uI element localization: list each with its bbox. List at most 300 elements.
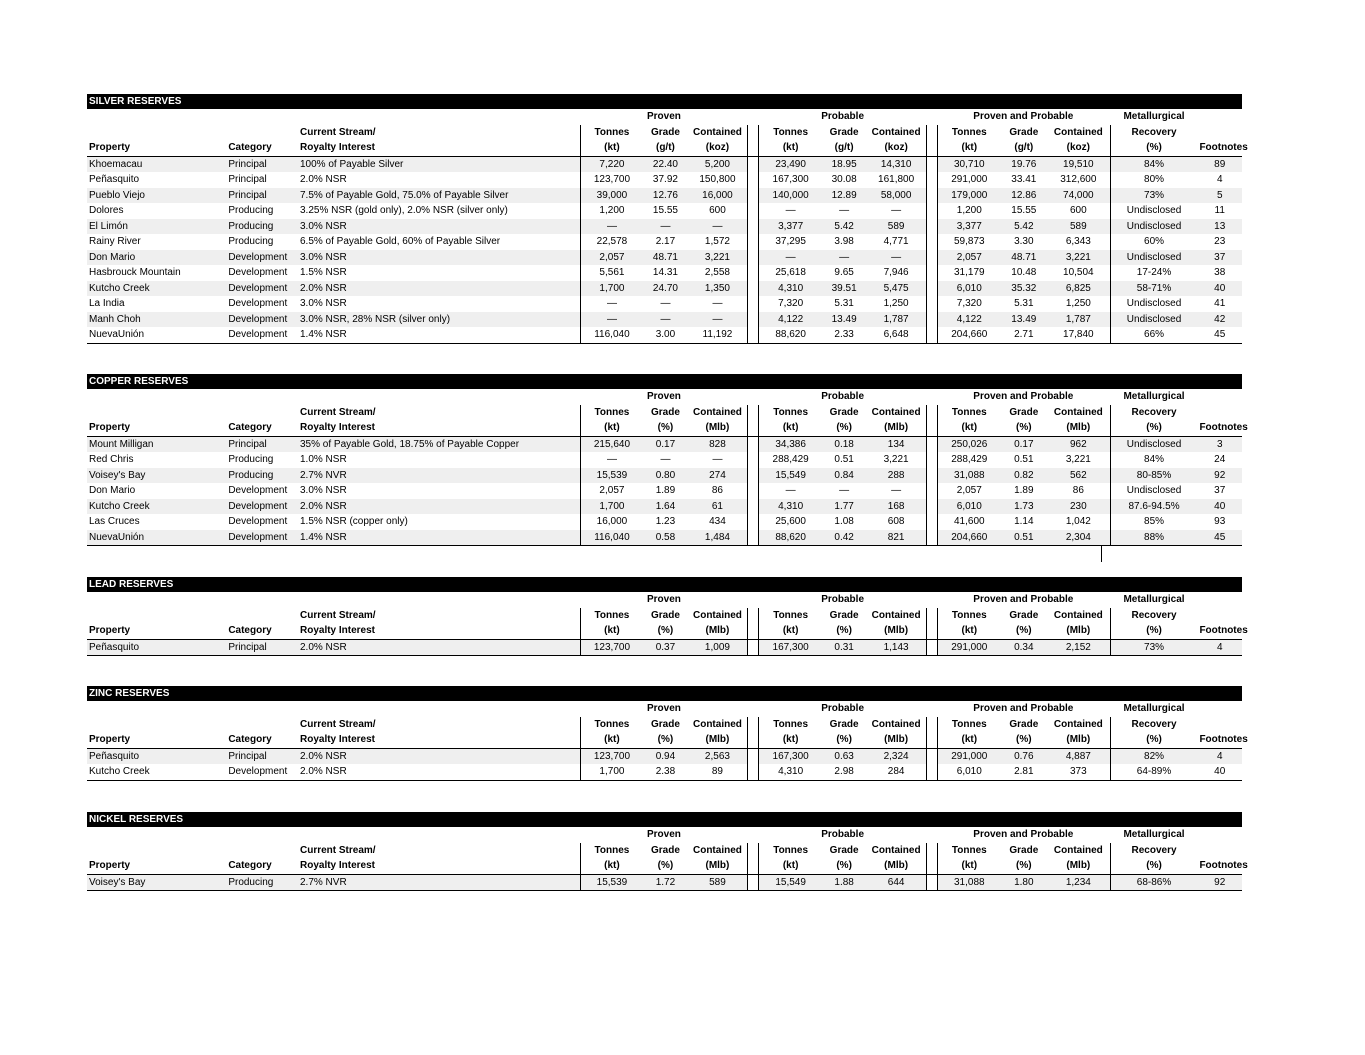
contained-cell: 11,192 [688,327,749,344]
tonnes-cell: 123,700 [580,640,644,657]
recovery-cell: 66% [1111,327,1198,344]
contained-header: Contained [688,717,749,733]
royalty-cell: 2.7% NVR [298,875,580,892]
reserves-section [87,94,1248,344]
tonnes-header: Tonnes [937,843,1001,859]
section-title: NICKEL RESERVES [87,812,1242,827]
grade-cell: 3.30 [1014,236,1034,248]
contained-cell: 17,840 [1047,327,1110,344]
property-cell: Don Mario [87,250,226,266]
reserves-table [87,592,1248,656]
contained-cell: 962 [1047,437,1110,453]
contained-cell: 4,887 [1047,749,1110,765]
tonnes-header: Tonnes [580,405,644,421]
footnotes-header: Footnotes [1197,420,1242,437]
grade-cell: 10.48 [1011,267,1037,279]
property-cell: Hasbrouck Mountain [89,267,181,279]
category-cell: Principal [226,188,298,204]
grade-header: Grade [650,406,680,418]
table-row [87,281,1242,297]
grade-cell: 12.89 [822,188,866,204]
contained-cell: — [688,312,749,328]
tonnes-cell: 116,040 [580,327,644,344]
unit-header: (Mlb) [688,420,749,437]
header-row [87,717,1242,733]
reserves-section [87,686,1248,781]
footnote-cell: 40 [1197,764,1242,781]
proven-group-header: Proven [646,829,681,841]
category-cell: Producing [226,219,298,235]
tonnes-cell: — [758,203,822,219]
contained-header: Contained [866,717,927,733]
table-row [87,749,1242,765]
grade-cell: — [643,312,687,328]
category-cell: Development [228,485,288,497]
category-cell: Development [226,499,298,515]
contained-cell: 600 [688,203,749,219]
tonnes-cell: 4,310 [758,281,822,297]
footnote-cell: 38 [1214,267,1226,279]
section-title: COPPER RESERVES [87,374,1242,389]
category-cell: Development [226,312,298,328]
footnote-cell: 92 [1197,875,1242,892]
tonnes-cell: — [580,219,644,235]
tonnes-cell: — [758,483,822,499]
grade-cell: — [839,205,850,217]
table-row [87,875,1242,892]
grade-cell: 2.17 [655,236,676,248]
grade-header: Grade [650,718,680,730]
grade-cell: 0.17 [643,437,687,453]
contained-cell: 288 [866,468,927,484]
header-row [87,827,1242,843]
contained-cell: 86 [1072,485,1084,497]
property-cell: Kutcho Creek [87,499,226,515]
tonnes-cell: 2,057 [937,483,1001,499]
grade-cell: 0.37 [643,640,687,657]
footnote-cell: 92 [1197,468,1242,484]
contained-cell: 608 [866,514,927,530]
contained-cell: 89 [688,764,749,781]
unit-header: (kt) [937,858,1001,875]
unit-header: (%) [822,858,866,875]
footnote-cell: 40 [1197,499,1242,515]
grade-cell: 9.65 [834,267,854,279]
proven-group-header: Proven [646,703,681,715]
royalty-cell: 2.0% NSR [298,640,580,657]
tonnes-cell: 22,578 [580,234,644,250]
property-cell: El Limón [87,219,226,235]
separator-tick [1101,546,1102,562]
grade-cell: 24.70 [643,281,687,297]
tonnes-cell: 25,618 [758,265,822,281]
tonnes-cell: — [580,452,644,468]
grade-header: Grade [829,406,859,418]
footnote-cell: 5 [1197,188,1242,204]
tonnes-cell: 116,040 [580,530,644,547]
contained-cell: 644 [866,875,927,892]
unit-header: (%) [1001,623,1047,640]
table-row [87,483,1242,499]
unit-header: (kt) [580,858,644,875]
tonnes-cell: 123,700 [580,172,644,188]
grade-cell: — [822,250,866,266]
recovery-cell: 84% [1111,157,1198,173]
contained-cell: — [866,203,927,219]
tonnes-cell: 2,057 [580,250,644,266]
table-row [87,250,1242,266]
table-row [87,764,1242,781]
table-row [87,172,1242,188]
proven-probable-group-header: Proven and Probable [973,111,1074,123]
recovery-cell: Undisclosed [1111,312,1198,328]
grade-cell: 1.23 [655,516,676,528]
table-row [87,327,1242,344]
tonnes-cell: 123,700 [580,749,644,765]
grade-cell: 0.63 [822,749,866,765]
footnote-cell: 3 [1197,437,1242,453]
contained-header: Contained [866,843,927,859]
category-cell: Development [226,327,298,344]
header-row [87,732,1242,749]
contained-cell: 1,009 [688,640,749,657]
metallurgical-header: Metallurgical [1123,111,1185,123]
grade-header: Grade [1009,609,1039,621]
contained-cell: 1,484 [688,530,749,547]
current-stream-header: Current Stream/ [299,406,376,418]
contained-cell: 5,200 [688,157,749,173]
contained-header: Contained [1053,126,1103,138]
royalty-cell: 6.5% of Payable Gold, 60% of Payable Silver [299,236,501,248]
contained-cell: 3,221 [688,250,749,266]
contained-cell: 373 [1047,764,1110,781]
grade-cell: 1.72 [643,875,687,892]
grade-cell: — [660,454,671,466]
unit-header: (Mlb) [1047,858,1110,875]
category-cell: Development [228,267,288,279]
tonnes-cell: 2,057 [580,483,644,499]
tonnes-cell: 37,295 [758,234,822,250]
grade-cell: 5.31 [834,298,854,310]
grade-header: Grade [829,126,859,138]
grade-cell: 0.34 [1001,640,1047,657]
unit-header: (g/t) [1001,140,1047,157]
grade-cell: 33.41 [1011,174,1037,186]
header-row [87,623,1242,640]
contained-cell: 284 [866,764,927,781]
footnote-cell: 40 [1197,281,1242,297]
grade-cell: 0.18 [822,437,866,453]
unit-header: (Mlb) [1047,623,1110,640]
grade-cell: — [839,485,850,497]
contained-cell: 6,648 [866,327,927,344]
property-cell: Peñasquito [89,174,140,186]
footnotes-header: Footnotes [1197,732,1242,749]
property-cell: Pueblo Viejo [87,188,226,204]
tonnes-header: Tonnes [758,843,822,859]
category-cell: Producing [228,236,274,248]
section-title: ZINC RESERVES [87,686,1242,701]
footnote-cell: 23 [1214,236,1226,248]
unit-header: (%) [1001,420,1047,437]
contained-cell: 562 [1047,468,1110,484]
recovery-header: Recovery [1131,718,1177,730]
royalty-cell: 35% of Payable Gold, 18.75% of Payable Copper [298,437,580,453]
royalty-cell: 3.0% NSR [299,485,347,497]
grade-header: Grade [829,718,859,730]
tonnes-header: Tonnes [937,608,1001,624]
contained-cell: — [688,296,749,312]
tonnes-cell: 15,549 [758,468,822,484]
grade-header: Grade [829,609,859,621]
footnote-cell: 4 [1216,174,1223,186]
royalty-cell: 3.0% NSR, 28% NSR (silver only) [298,312,580,328]
grade-header: Grade [650,609,680,621]
probable-group-header: Probable [821,111,865,123]
reserves-section [87,577,1248,656]
category-cell: Principal [226,157,298,173]
contained-cell: 589 [1047,219,1110,235]
tonnes-cell: 140,000 [758,188,822,204]
footnote-cell: 45 [1197,327,1242,344]
recovery-header: Recovery [1131,406,1177,418]
royalty-cell: 1.0% NSR [299,454,347,466]
royalty-cell: 7.5% of Payable Gold, 75.0% of Payable Silver [298,188,580,204]
table-row [87,219,1242,235]
contained-cell: 150,800 [688,172,749,188]
tonnes-cell: 34,386 [758,437,822,453]
tonnes-cell: 31,088 [937,875,1001,892]
grade-cell: 0.84 [822,468,866,484]
category-cell: Principal [228,174,267,186]
contained-header: Contained [1053,609,1103,621]
contained-cell: 10,504 [1063,267,1094,279]
tonnes-cell: 4,310 [758,499,822,515]
royalty-cell: 2.7% NVR [298,468,580,484]
contained-cell: — [866,483,927,499]
tonnes-cell: 291,000 [937,640,1001,657]
unit-header: (g/t) [822,140,866,157]
tonnes-cell: 31,088 [937,468,1001,484]
royalty-cell: 1.5% NSR (copper only) [299,516,408,528]
category-cell: Principal [226,749,298,765]
recovery-cell: Undisclosed [1111,437,1198,453]
header-row [87,592,1242,608]
category-cell: Producing [226,468,298,484]
grade-cell: 2.38 [643,764,687,781]
header-row [87,701,1242,717]
footnote-cell: 4 [1197,749,1242,765]
header-row [87,843,1242,859]
tonnes-cell: — [758,250,822,266]
contained-cell: 1,042 [1065,516,1091,528]
contained-cell: 1,250 [1065,298,1091,310]
contained-cell: 5,475 [866,281,927,297]
recovery-cell: 73% [1111,188,1198,204]
footnote-cell: 4 [1197,640,1242,657]
category-header: Category [226,140,298,157]
tonnes-cell: 15,549 [758,875,822,892]
royalty-interest-header: Royalty Interest [298,858,580,875]
grade-cell: 14.31 [652,267,678,279]
contained-cell: 16,000 [688,188,749,204]
royalty-interest-header: Royalty Interest [298,140,580,157]
section-title: SILVER RESERVES [87,94,1242,109]
tonnes-cell: 3,377 [758,219,822,235]
property-header: Property [87,623,226,640]
tonnes-cell: 31,179 [937,265,1001,281]
contained-cell: 3,221 [866,452,927,468]
contained-cell: 1,572 [688,234,749,250]
unit-header: (%) [822,420,866,437]
contained-cell: 312,600 [1060,174,1097,186]
royalty-cell: 2.0% NSR [298,749,580,765]
category-header: Category [226,623,298,640]
probable-group-header: Probable [821,391,865,403]
tonnes-cell: 39,000 [580,188,644,204]
tonnes-header: Tonnes [937,405,1001,421]
contained-cell: 168 [866,499,927,515]
property-cell: Rainy River [89,236,141,248]
tonnes-cell: 7,220 [580,157,644,173]
contained-cell: 134 [866,437,927,453]
footnote-cell: 41 [1214,298,1226,310]
contained-header: Contained [866,405,927,421]
unit-header: (%) [1111,732,1198,749]
tonnes-cell: 167,300 [758,640,822,657]
grade-cell: 19.76 [1001,157,1047,173]
tonnes-cell: 6,010 [937,499,1001,515]
tonnes-cell: 59,873 [937,234,1001,250]
current-stream-header: Current Stream/ [299,126,376,138]
grade-cell: 3.00 [643,327,687,344]
reserves-section [87,374,1248,546]
property-cell: Peñasquito [87,749,226,765]
table-row [87,468,1242,484]
header-row [87,140,1242,157]
unit-header: (%) [822,623,866,640]
tonnes-cell: — [580,312,644,328]
grade-header: Grade [1009,844,1039,856]
tonnes-cell: 179,000 [937,188,1001,204]
category-header: Category [226,858,298,875]
grade-cell: 5.31 [1014,298,1034,310]
table-row [87,452,1242,468]
contained-header: Contained [1053,844,1103,856]
tonnes-cell: 25,600 [758,514,822,530]
tonnes-header: Tonnes [937,125,1001,141]
section-title: LEAD RESERVES [87,577,1242,592]
tonnes-cell: 16,000 [580,514,644,530]
table-row [87,265,1242,281]
category-cell: Development [228,298,288,310]
recovery-cell: Undisclosed [1126,298,1182,310]
unit-header: (kt) [580,623,644,640]
category-cell: Development [226,530,298,547]
category-cell: Producing [228,454,274,466]
contained-cell: 3,221 [1065,454,1091,466]
recovery-cell: 80% [1144,174,1165,186]
recovery-cell: 82% [1111,749,1198,765]
category-cell: Producing [226,875,298,892]
unit-header: (%) [822,732,866,749]
unit-header: (koz) [1047,140,1110,157]
tonnes-cell: 4,310 [758,764,822,781]
grade-cell: 22.40 [643,157,687,173]
unit-header: (%) [1111,623,1198,640]
reserves-table [87,109,1248,344]
proven-group-header: Proven [646,391,681,403]
tonnes-cell: 1,200 [937,203,1001,219]
unit-header: (Mlb) [866,623,927,640]
proven-probable-group-header: Proven and Probable [973,594,1074,606]
royalty-cell: 3.25% NSR (gold only), 2.0% NSR (silver only) [299,205,508,217]
contained-cell: 821 [866,530,927,547]
tonnes-header: Tonnes [580,843,644,859]
recovery-cell: Undisclosed [1111,250,1198,266]
metallurgical-header: Metallurgical [1123,829,1185,841]
tonnes-cell: 1,700 [580,499,644,515]
metallurgical-header: Metallurgical [1123,391,1185,403]
grade-cell: 0.76 [1001,749,1047,765]
property-cell: Voisey's Bay [87,468,226,484]
tonnes-cell: 88,620 [758,327,822,344]
contained-header: Contained [688,125,749,141]
grade-cell: 12.76 [643,188,687,204]
tonnes-header: Tonnes [937,717,1001,733]
royalty-interest-header: Royalty Interest [298,420,580,437]
recovery-cell: 85% [1144,516,1165,528]
tonnes-cell: 15,539 [580,468,644,484]
tonnes-header: Tonnes [580,608,644,624]
table-row [87,157,1242,173]
property-cell: NuevaUnión [87,530,226,547]
grade-cell: 0.42 [822,530,866,547]
property-header: Property [87,858,226,875]
recovery-cell: Undisclosed [1111,219,1198,235]
contained-cell: 58,000 [866,188,927,204]
grade-cell: 15.55 [1011,205,1037,217]
grade-cell: 5.42 [822,219,866,235]
table-row [87,203,1242,219]
footnote-cell: 13 [1197,219,1242,235]
tonnes-cell: 291,000 [937,172,1001,188]
proven-probable-group-header: Proven and Probable [973,391,1074,403]
unit-header: (kt) [758,623,822,640]
contained-cell: 6,825 [1047,281,1110,297]
unit-header: (Mlb) [1047,732,1110,749]
contained-cell: 589 [866,219,927,235]
contained-cell: 434 [688,514,749,530]
footnote-cell: 37 [1197,250,1242,266]
royalty-cell: 2.0% NSR [298,764,580,781]
tonnes-cell: 288,429 [758,452,822,468]
property-cell: Manh Choh [87,312,226,328]
header-row [87,608,1242,624]
contained-cell: — [688,452,749,468]
recovery-cell: 88% [1111,530,1198,547]
tonnes-cell: 4,122 [937,312,1001,328]
unit-header: (kt) [758,858,822,875]
unit-header: (Mlb) [866,732,927,749]
unit-header: (kt) [758,140,822,157]
recovery-header: Recovery [1131,609,1177,621]
probable-group-header: Probable [821,703,865,715]
unit-header: (kt) [937,140,1001,157]
footnote-cell: 89 [1197,157,1242,173]
unit-header: (%) [1111,858,1198,875]
grade-cell: 0.58 [643,530,687,547]
